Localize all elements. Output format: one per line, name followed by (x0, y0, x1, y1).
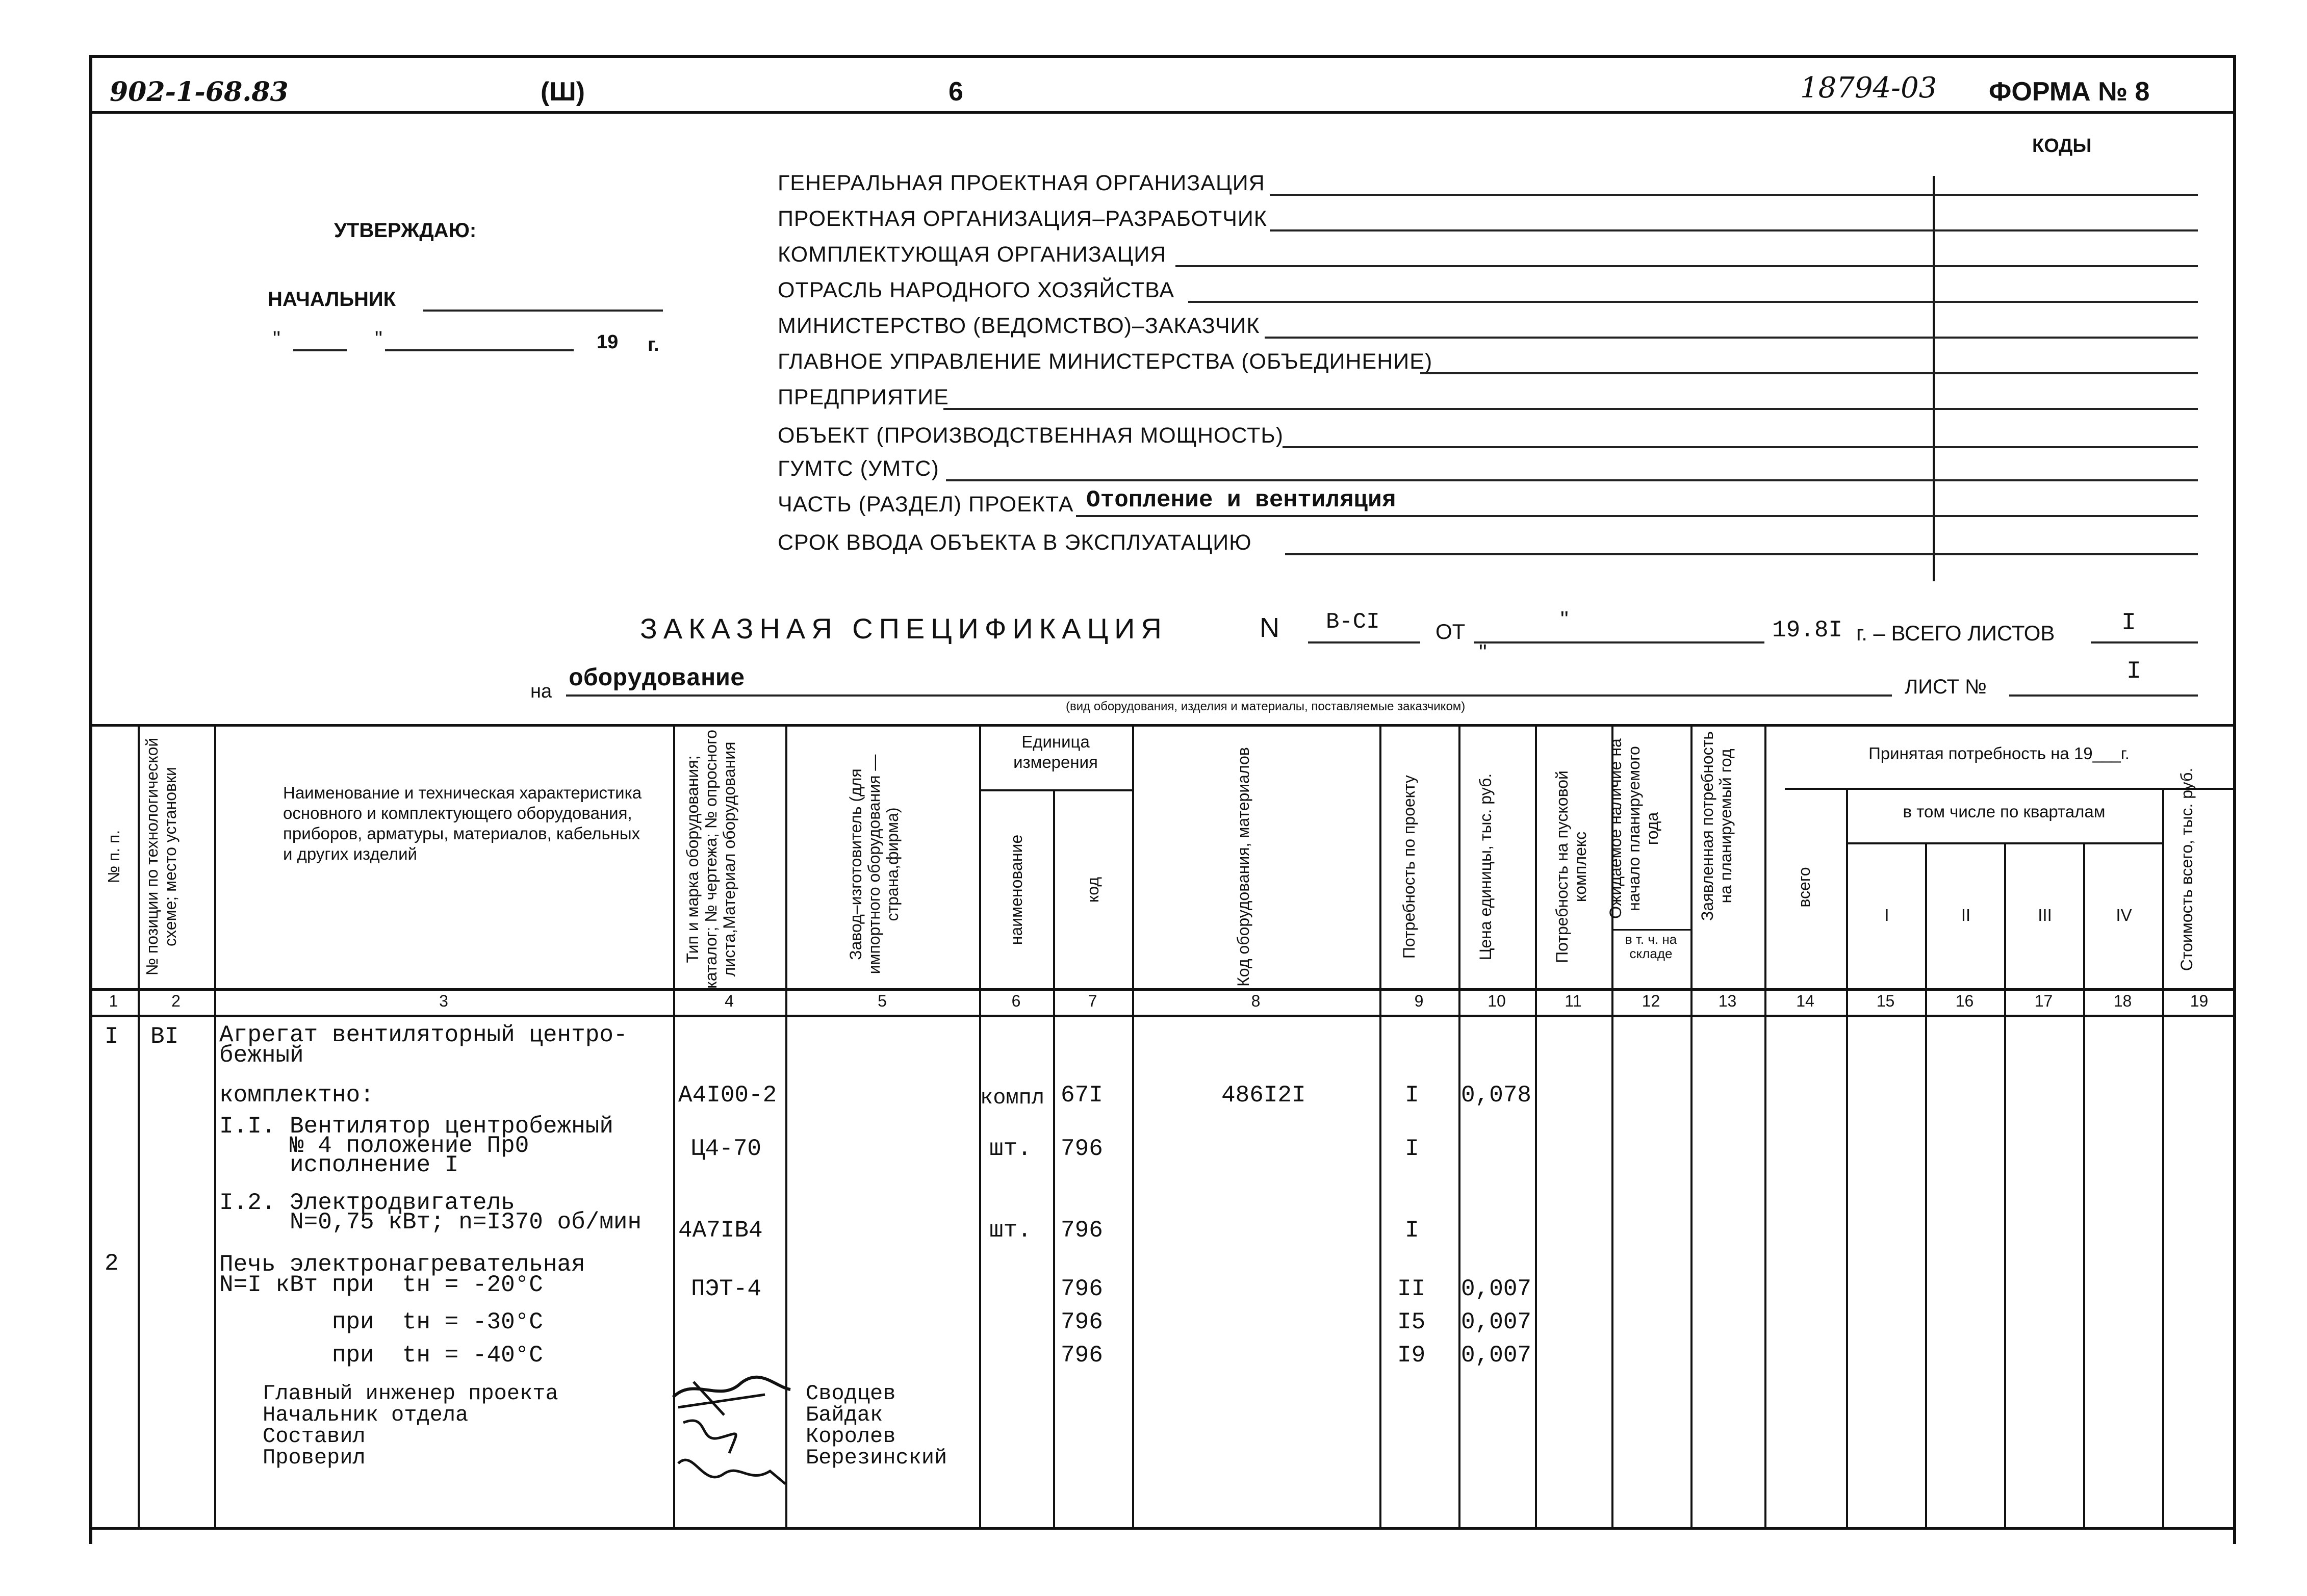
col-number: 13 (1718, 992, 1737, 1010)
col-divider-14 (1846, 788, 1848, 1529)
col-number: 11 (1565, 992, 1582, 1010)
page-number: 6 (949, 77, 963, 107)
header-unit-price: Цена единицы, тыс. руб. (1476, 773, 1495, 961)
row-name: Печь электронагревательная N=I кВт при tн = -20°С (219, 1251, 585, 1298)
row-quantity: I5 (1397, 1309, 1426, 1335)
row-quantity: I (1405, 1082, 1419, 1109)
org-label-industry: ОТРАСЛЬ НАРОДНОГО ХОЗЯЙСТВА (778, 278, 1175, 302)
col-number: 8 (1251, 992, 1261, 1010)
signature-name: Березинский (806, 1446, 947, 1470)
col-number: 18 (2113, 992, 2132, 1010)
header-equipment-code: Код оборудования, материалов (1234, 747, 1252, 987)
col-number: 1 (109, 992, 118, 1010)
row-type: ПЭТ-4 (691, 1276, 762, 1302)
row-price: 0,007 (1461, 1309, 1532, 1335)
org-label-main-dept: ГЛАВНОЕ УПРАВЛЕНИЕ МИНИСТЕРСТВА (ОБЪЕДИНЕНИЕ) (778, 349, 1433, 374)
header-quarter-1: I (1884, 906, 1889, 924)
doc-code: 902-1-68.83 (110, 76, 289, 108)
col-divider-5 (979, 724, 981, 1529)
spec-number: В-СI (1326, 609, 1380, 635)
col-divider-9 (1458, 724, 1460, 1529)
chief-signature-line (423, 310, 663, 312)
org-line-object (1283, 446, 2198, 448)
row-unit-code: 796 (1061, 1217, 1103, 1244)
spec-n-label: N (1260, 612, 1279, 643)
row-name: при tн = -40°С (219, 1342, 543, 1369)
unit-subheader-line (979, 789, 1132, 791)
row-unit: компл (980, 1086, 1045, 1110)
col-divider-8 (1379, 724, 1381, 1529)
header-accepted-need: Принятая потребность на 19___г. (1868, 744, 2130, 763)
org-line-industry (1188, 301, 2198, 303)
row-unit-code: 796 (1061, 1276, 1103, 1302)
col-divider-13 (1764, 724, 1766, 1529)
col-number: 19 (2190, 992, 2209, 1010)
row-name: при tн = -30°С (219, 1309, 543, 1335)
col-number: 7 (1088, 992, 1097, 1010)
col-divider-2 (214, 724, 216, 1529)
org-label-general: ГЕНЕРАЛЬНАЯ ПРОЕКТНАЯ ОРГАНИЗАЦИЯ (778, 171, 1265, 195)
col-divider-10 (1535, 724, 1537, 1529)
col-divider-18 (2162, 788, 2164, 1529)
row-type: 4А7IВ4 (678, 1217, 763, 1244)
org-label-supplier: КОМПЛЕКТУЮЩАЯ ОРГАНИЗАЦИЯ (778, 242, 1167, 267)
signature-role: Главный инженер проекта (263, 1381, 558, 1406)
header-divider (89, 111, 2236, 114)
org-line-section (1076, 515, 2198, 517)
spec-sheet-label: ЛИСТ № (1905, 676, 1987, 698)
col-divider-17 (2083, 842, 2085, 1529)
row-number: 2 (105, 1250, 119, 1277)
row-name: Агрегат вентиляторный центро- бежный (219, 1022, 628, 1069)
row-unit-code: 67I (1061, 1082, 1103, 1109)
spec-on-label: на (530, 681, 552, 702)
year-suffix: г. (648, 334, 659, 355)
signature-name: Королев (806, 1424, 896, 1449)
row-unit: шт. (989, 1136, 1032, 1162)
row-price: 0,078 (1461, 1082, 1532, 1109)
section-mark: (Ш) (541, 77, 585, 107)
codes-label: КОДЫ (2032, 135, 2092, 157)
org-line-developer (1270, 229, 2198, 231)
header-startup-need: Потребность на пусковой комплекс (1553, 770, 1590, 963)
row-name: I.2. Электродвигатель N=0,75 кВт; n=I370 об/мин (219, 1190, 642, 1235)
col-number: 9 (1414, 992, 1424, 1010)
col-divider-15 (1925, 842, 1927, 1529)
signature-name: Байдак (806, 1403, 883, 1427)
spec-sheet-number-line (2009, 694, 2198, 697)
org-label-section: ЧАСТЬ (РАЗДЕЛ) ПРОЕКТА (778, 492, 1074, 517)
spec-year: 19.8I (1772, 617, 1843, 643)
chief-label: НАЧАЛЬНИК (268, 288, 396, 311)
table-top-border (89, 724, 2236, 727)
col-number: 4 (725, 992, 734, 1010)
row-price: 0,007 (1461, 1276, 1532, 1302)
spec-subject: оборудование (569, 665, 745, 693)
col-divider-1 (138, 724, 140, 1529)
col-number: 16 (1955, 992, 1974, 1010)
spec-quote-mark-2: " (1479, 640, 1487, 665)
signature-name: Сводцев (806, 1381, 896, 1406)
org-label-enterprise: ПРЕДПРИЯТИЕ (778, 385, 949, 409)
header-quarter-4: IV (2116, 906, 2132, 924)
row-quantity: II (1397, 1276, 1426, 1302)
row-type: А4I00-2 (678, 1082, 777, 1109)
org-line-main-dept (1420, 372, 2198, 374)
row-quantity: I9 (1397, 1342, 1426, 1369)
spec-sheet-number: I (2126, 658, 2141, 685)
row-equipment-code: 486I2I (1221, 1082, 1306, 1109)
col-number: 14 (1796, 992, 1814, 1010)
date-day-line (293, 349, 347, 351)
signature-role: Составил (263, 1424, 366, 1449)
row-unit-code: 796 (1061, 1342, 1103, 1369)
spec-subject-line (566, 694, 1892, 697)
codes-column-divider (1933, 176, 1935, 581)
header-position: № позиции по технологической схеме; место установки (143, 737, 180, 976)
col-number: 6 (1011, 992, 1021, 1010)
header-quarters-label: в том числе по кварталам (1903, 802, 2106, 821)
header-unit-code: код (1084, 877, 1102, 903)
year-prefix: 19 (597, 331, 619, 353)
date-quote-close: " (375, 326, 382, 350)
col-number: 3 (439, 992, 448, 1010)
colnum-bottom-line (89, 1015, 2236, 1017)
row-position: ВI (150, 1023, 179, 1050)
spec-number-line (1308, 641, 1420, 643)
header-type: Тип и марка оборудования; каталог; № чертежа; № опросного листа,Материал оборудования (683, 730, 738, 989)
spec-year-suffix: г. – ВСЕГО ЛИСТОВ (1856, 621, 2055, 645)
header-project-need: Потребность по проекту (1400, 775, 1418, 959)
spec-total-sheets: I (2121, 609, 2136, 637)
row-unit: шт. (989, 1217, 1032, 1244)
spec-from-label: ОТ (1436, 620, 1466, 643)
date-quote-open: " (273, 326, 280, 350)
row-name: комплектно: (219, 1082, 374, 1109)
header-bottom-line (89, 988, 2236, 991)
spec-title: ЗАКАЗНАЯ СПЕЦИФИКАЦИЯ (640, 612, 1168, 645)
col-number: 2 (171, 992, 181, 1010)
spec-date-line (1474, 641, 1764, 643)
header-quarter-2: II (1961, 906, 1971, 924)
org-label-developer: ПРОЕКТНАЯ ОРГАНИЗАЦИЯ–РАЗРАБОТЧИК (778, 207, 1267, 231)
org-label-ministry: МИНИСТЕРСТВО (ВЕДОМСТВО)–ЗАКАЗЧИК (778, 314, 1260, 338)
org-line-general (1270, 194, 2198, 196)
col-number: 5 (878, 992, 887, 1010)
org-line-enterprise (943, 408, 2198, 410)
header-quarter-3: III (2038, 906, 2052, 924)
org-line-supplier (1175, 265, 2198, 267)
header-manufacturer: Завод–изготовитель (для импортного оборудования —страна,фирма) (847, 754, 902, 974)
col-number: 10 (1488, 992, 1506, 1010)
spec-quote-mark: " (1560, 607, 1569, 632)
form-label: ФОРМА № 8 (1989, 77, 2150, 107)
row-quantity: I (1405, 1136, 1419, 1162)
spec-total-sheets-line (2091, 641, 2198, 643)
header-total: всего (1795, 867, 1813, 908)
header-expected-stock: Ожидаемое наличие на начало планируемого года (1606, 738, 1661, 919)
org-line-deadline (1285, 553, 2198, 555)
org-label-gumts: ГУМТС (УМТС) (778, 456, 939, 481)
handwritten-signatures-icon (663, 1367, 796, 1499)
signature-role: Начальник отдела (263, 1403, 469, 1427)
signature-role: Проверил (263, 1446, 366, 1470)
registration-number: 18794-03 (1800, 71, 1937, 105)
col-number: 15 (1876, 992, 1895, 1010)
date-month-line (385, 349, 574, 351)
header-in-stock: в т. ч. на складе (1625, 932, 1677, 961)
org-value-section: Отопление и вентиляция (1086, 487, 1396, 513)
col-divider-12 (1690, 724, 1693, 1529)
header-unit-group: Единица измерения (1013, 732, 1098, 771)
header-row-number: № п. п. (105, 830, 123, 884)
header-name: Наименование и техническая характеристика основного и комплектующего оборудования, приборов, арматуры, материалов, кабельных и других изделий (283, 783, 642, 863)
col-divider-7 (1132, 724, 1134, 1529)
org-line-ministry (1265, 337, 2198, 339)
org-label-deadline: СРОК ВВОДА ОБЪЕКТА В ЭКСПЛУАТАЦИЮ (778, 530, 1252, 555)
row-name: I.I. Вентилятор центробежный № 4 положение Пр0 исполнение I (219, 1113, 613, 1178)
row-unit-code: 796 (1061, 1136, 1103, 1162)
row-price: 0,007 (1461, 1342, 1532, 1369)
approve-label: УТВЕРЖДАЮ: (334, 219, 477, 242)
header-cost-total: Стоимость всего, тыс. руб. (2177, 767, 2196, 971)
col-divider-16 (2004, 842, 2006, 1529)
col-number: 17 (2034, 992, 2053, 1010)
org-line-gumts (946, 479, 2198, 481)
header-declared-need: Заявленная потребность на планируемый год (1698, 731, 1735, 921)
row-unit-code: 796 (1061, 1309, 1103, 1335)
accepted-subheader-line (1785, 788, 2236, 790)
row-number: I (105, 1023, 119, 1050)
header-unit-name: наименование (1007, 834, 1026, 945)
col-divider-6 (1053, 789, 1055, 1529)
table-bottom-border (89, 1527, 2236, 1530)
org-label-object: ОБЪЕКТ (ПРОИЗВОДСТВЕННАЯ МОЩНОСТЬ) (778, 423, 1284, 448)
row-type: Ц4-70 (691, 1136, 762, 1162)
stock-subheader-line (1611, 929, 1690, 931)
col-number: 12 (1642, 992, 1660, 1010)
row-quantity: I (1405, 1217, 1419, 1244)
spec-subject-caption: (вид оборудования, изделия и материалы, поставляемые заказчиком) (1066, 700, 1466, 713)
